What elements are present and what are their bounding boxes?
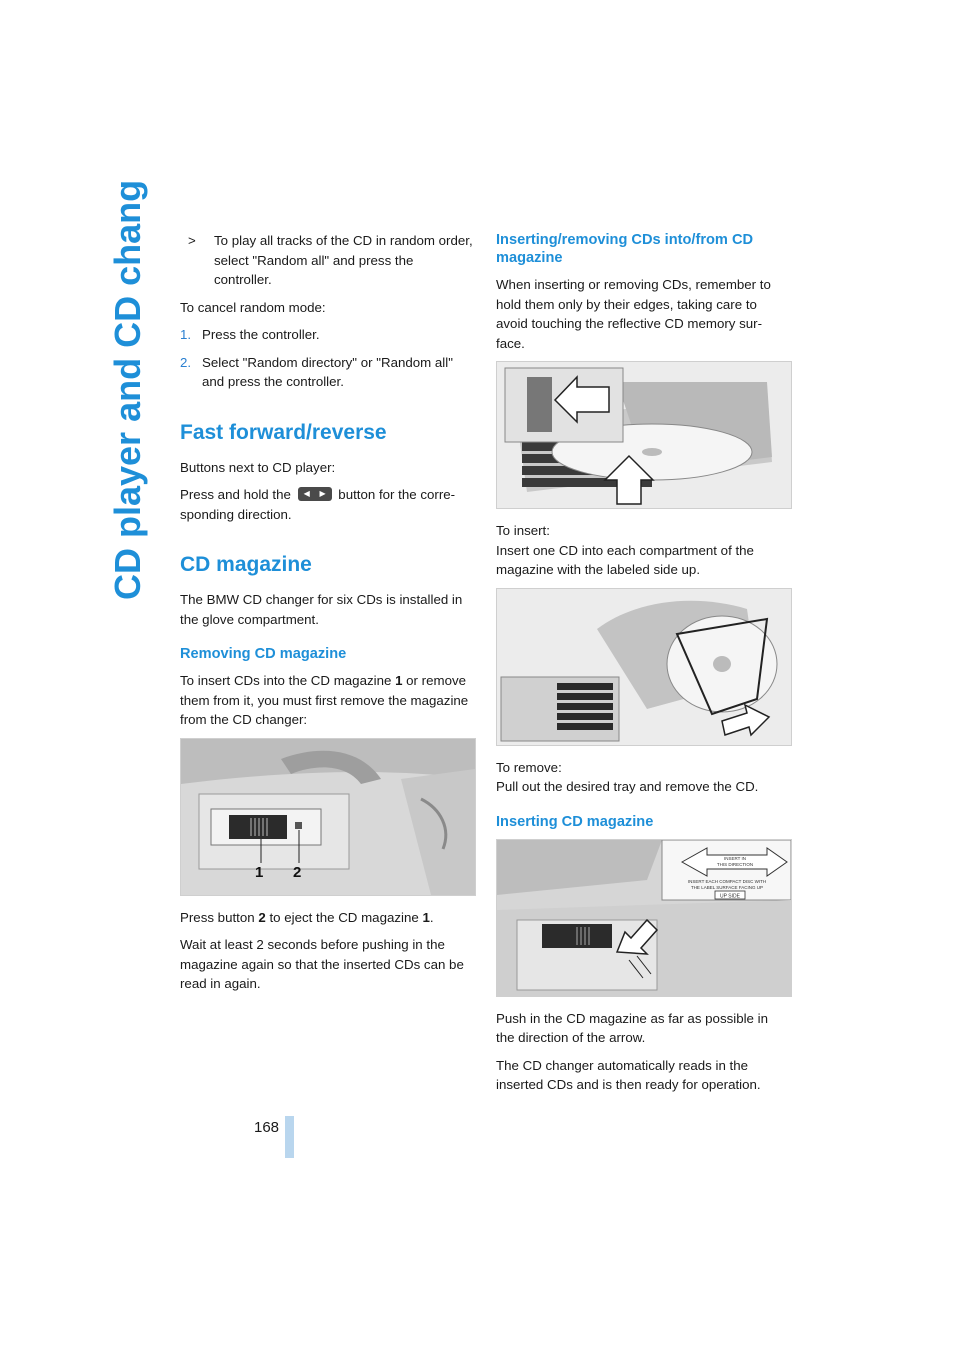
inserting-removing-heading: Inserting/removing CDs into/from CD magazine <box>496 232 754 266</box>
to-remove-label: To remove: <box>496 759 562 775</box>
step-2 <box>180 353 474 392</box>
insert-magazine-figure <box>496 839 792 997</box>
cd-magazine-heading: CD magazine <box>180 553 312 576</box>
cancel-random-intro: To cancel random mode: <box>180 299 326 315</box>
glovebox-figure <box>180 738 476 896</box>
callout-1: 1 <box>395 673 403 688</box>
text-part: to eject the CD magazine <box>265 909 423 925</box>
ff-press-text <box>180 485 474 524</box>
seek-button-icon: ◀ ▶ <box>298 487 332 501</box>
bullet-mark: > <box>188 233 196 248</box>
text-part: or remove them from it, you must first remove the magazine from the CD changer: <box>180 673 469 727</box>
insert-cd-figure <box>496 361 792 509</box>
left-column <box>180 231 474 1002</box>
right-column <box>496 231 790 1103</box>
push-magazine-text: Push in the CD magazine as far as possible in the direction of the arrow. <box>496 1010 768 1045</box>
to-insert-text: Insert one CD into each compartment of the magazine with the labeled side up. <box>496 542 754 577</box>
fig-label-upside: UP SIDE <box>720 893 740 899</box>
text-part: Press button <box>180 909 259 925</box>
step-text: Press the controller. <box>202 327 320 342</box>
fig-label-line2: THIS DIRECTION <box>716 861 754 867</box>
to-insert-label: To insert: <box>496 523 550 538</box>
wait-text: Wait at least 2 seconds before pushing in the magazine again so that the inserted CDs can be read in again. <box>180 937 464 991</box>
fig-label-line1: INSERT IN <box>723 855 747 861</box>
figure-label-1: 1 <box>255 863 264 881</box>
chapter-sidebar-title <box>84 180 154 620</box>
ff-press-post: button for the corre-sponding direction. <box>180 487 456 522</box>
ff-buttons-text: Buttons next to CD player: <box>180 459 336 475</box>
ff-press-pre: Press and hold the <box>180 487 291 502</box>
fig-label-line4: THE LABEL SURFACE FACING UP <box>690 884 764 890</box>
remove-cd-figure <box>496 588 792 746</box>
removing-magazine-heading: Removing CD magazine <box>180 646 347 662</box>
figure-label-2: 2 <box>293 863 302 881</box>
removing-magazine-text <box>180 671 474 730</box>
chapter-title-text: CD player and CD changer <box>107 180 148 600</box>
text-part: To insert CDs into the CD magazine <box>180 673 396 688</box>
callout-2: 2 <box>258 909 266 925</box>
inserting-magazine-heading: Inserting CD magazine <box>496 813 654 830</box>
step-text: Select "Random directory" or "Random all" and press the controller. <box>202 354 453 389</box>
handling-text: When inserting or removing CDs, remember to hold them only by their edges, taking care to avoid touching the reflective CD memory sur-face. <box>496 277 771 351</box>
to-remove-text: Pull out the desired tray and remove the CD. <box>496 779 759 794</box>
page-number: 168 <box>254 1119 280 1136</box>
callout-1: 1 <box>422 909 430 925</box>
step-1 <box>180 325 474 345</box>
page-marker-bar <box>285 1116 294 1158</box>
text-part: . <box>429 909 434 925</box>
press-button-text <box>180 908 474 928</box>
step-number: 1. <box>180 327 192 342</box>
auto-read-text: The CD changer automatically reads in the inserted CDs and is then ready for operation. <box>496 1057 761 1092</box>
cd-magazine-intro: The BMW CD changer for six CDs is installed in the glove compartment. <box>180 592 463 627</box>
step-number: 2. <box>180 354 192 370</box>
fig-label-line3: INSERT EACH COMPACT DISC WITH <box>687 878 767 884</box>
bullet-text: To play all tracks of the CD in random order, select "Random all" and press the controller. <box>214 233 473 287</box>
fast-forward-heading: Fast forward/reverse <box>180 420 387 444</box>
random-all-bullet <box>180 231 474 290</box>
